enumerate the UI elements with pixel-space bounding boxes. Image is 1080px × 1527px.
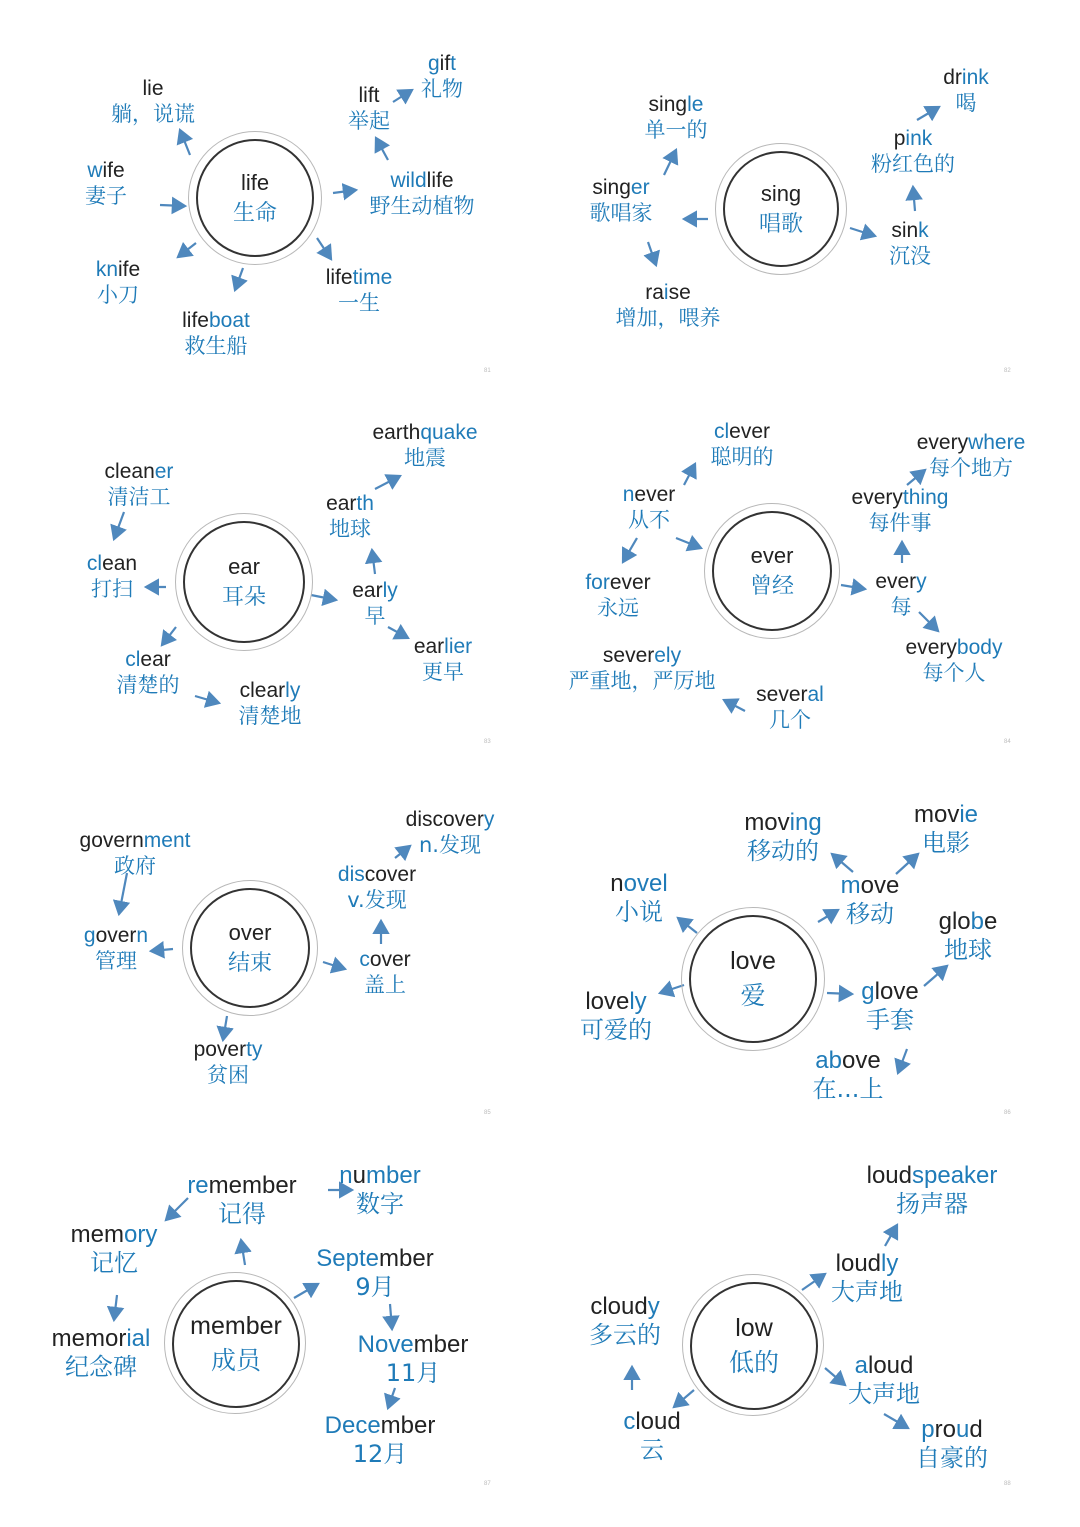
arrow	[802, 1274, 825, 1290]
arrow	[724, 700, 745, 711]
word-everybody	[906, 635, 1003, 686]
english-word: everybody	[905, 636, 1003, 659]
word-cover	[359, 947, 410, 998]
english-word: move	[840, 872, 900, 899]
english-word: discovery	[405, 808, 495, 831]
english-word: lifetime	[325, 266, 393, 289]
center-meaning: 爱	[740, 980, 766, 1010]
page-number: 87	[484, 1481, 491, 1487]
center-meaning: 结束	[227, 950, 272, 976]
arrow	[166, 1198, 188, 1220]
arrow	[388, 1388, 395, 1408]
word-december	[325, 1411, 436, 1470]
chinese-meaning: 电影	[922, 829, 970, 858]
arrow	[674, 1390, 694, 1407]
word-clean	[87, 551, 137, 602]
chinese-meaning: 更早	[422, 659, 464, 684]
word-glove	[861, 977, 918, 1036]
chinese-meaning: 数字	[356, 1190, 404, 1219]
english-word: cover	[359, 948, 411, 971]
chinese-meaning: 11月	[385, 1359, 441, 1388]
english-word: clever	[713, 420, 771, 443]
english-word: early	[352, 579, 398, 602]
chinese-meaning: 纪念碑	[65, 1353, 137, 1382]
center-meaning: 低的	[728, 1347, 779, 1377]
english-word: cloudy	[590, 1293, 660, 1320]
word-globe	[939, 907, 998, 966]
english-word: never	[622, 483, 676, 506]
chinese-meaning: 移动	[845, 900, 894, 929]
word-memory	[71, 1220, 158, 1279]
word-severely	[569, 643, 716, 694]
arrow	[924, 966, 947, 986]
english-word: lifeboat	[182, 309, 250, 332]
english-word: above	[815, 1047, 881, 1074]
arrow	[195, 696, 219, 703]
word-everything	[852, 485, 949, 536]
arrow	[850, 228, 875, 236]
word-movie	[914, 800, 978, 859]
word-knife	[96, 257, 140, 308]
chinese-meaning: 聪明的	[710, 444, 774, 469]
center-word: life	[240, 169, 270, 195]
arrow	[684, 464, 695, 485]
english-word: clearly	[239, 679, 301, 702]
english-word: gift	[427, 52, 457, 75]
chinese-meaning: 9月	[355, 1273, 395, 1302]
chinese-meaning: 清楚的	[116, 672, 180, 697]
center-node	[704, 503, 840, 639]
center-node	[182, 880, 318, 1016]
english-word: drink	[943, 66, 989, 89]
word-cleaner	[105, 459, 174, 510]
word-september	[316, 1244, 433, 1303]
chinese-meaning: 一生	[337, 290, 380, 315]
chinese-meaning: 小说	[614, 898, 663, 927]
chinese-meaning: 清洁工	[107, 484, 171, 509]
english-word: poverty	[193, 1038, 263, 1061]
chinese-meaning: 救生船	[184, 333, 248, 358]
chinese-meaning: 记忆	[90, 1249, 138, 1278]
chinese-meaning: 小刀	[97, 282, 139, 307]
english-word: clean	[86, 552, 138, 575]
word-gift	[421, 51, 463, 102]
word-several	[756, 682, 824, 733]
chinese-meaning: 盖上	[363, 972, 406, 997]
page-number: 88	[1004, 1481, 1011, 1487]
chinese-meaning: 粉红色的	[871, 151, 955, 176]
arrow	[825, 1368, 845, 1385]
english-word: remember	[187, 1172, 297, 1199]
word-aloud	[848, 1351, 920, 1410]
english-word: govern	[83, 924, 149, 947]
chinese-meaning: 举起	[348, 108, 390, 133]
page-number: 84	[1004, 739, 1011, 745]
english-word: cleaner	[104, 460, 174, 483]
chinese-meaning: 礼物	[421, 76, 463, 101]
chinese-meaning: 从不	[627, 507, 670, 532]
chinese-meaning: 在...上	[812, 1075, 884, 1104]
english-word: government	[79, 829, 191, 852]
word-novel	[610, 869, 667, 928]
chinese-meaning: 12月	[352, 1440, 408, 1469]
center-node	[715, 143, 847, 275]
english-word: globe	[938, 908, 998, 935]
english-word: number	[339, 1162, 421, 1189]
word-loudly	[831, 1249, 903, 1308]
english-word: November	[357, 1331, 469, 1358]
arrow	[178, 243, 196, 257]
english-word: earth	[326, 492, 374, 515]
word-discovery	[406, 807, 495, 858]
chinese-meaning: 永远	[597, 595, 639, 620]
center-word: member	[190, 1311, 282, 1340]
chinese-meaning: 每件事	[868, 510, 932, 535]
chinese-meaning: 严重地，严厉地	[568, 668, 716, 693]
word-above	[813, 1046, 884, 1105]
word-move	[841, 871, 900, 930]
panel-sing	[540, 0, 1080, 374]
center-meaning: 曾经	[749, 573, 794, 599]
chinese-meaning: 增加，喂养	[615, 305, 721, 330]
arrow	[160, 205, 185, 206]
word-lovely	[580, 987, 652, 1046]
arrow	[898, 1049, 907, 1073]
word-number	[339, 1161, 420, 1220]
english-word: memorial	[51, 1325, 151, 1352]
chinese-meaning: 自豪的	[916, 1444, 988, 1473]
panel-member	[0, 1113, 540, 1487]
english-word: forever	[585, 571, 651, 594]
english-word: cloud	[623, 1408, 681, 1435]
arrow	[917, 107, 939, 120]
english-word: glove	[861, 978, 919, 1005]
center-node	[681, 907, 825, 1051]
word-earth	[326, 491, 374, 542]
center-meaning: 耳朵	[221, 584, 266, 610]
center-word: love	[730, 946, 776, 975]
arrow	[885, 1225, 897, 1246]
english-word: sink	[891, 219, 929, 242]
center-word: ever	[750, 542, 794, 568]
english-word: clear	[125, 648, 171, 671]
english-word: lovely	[585, 988, 647, 1015]
word-clever	[711, 419, 774, 470]
chinese-meaning: n.发现	[418, 832, 481, 857]
english-word: loudspeaker	[866, 1162, 998, 1189]
word-moving	[744, 808, 821, 867]
chinese-meaning: 妻子	[85, 183, 127, 208]
arrow	[317, 238, 331, 259]
chinese-meaning: 歌唱家	[589, 200, 653, 225]
word-sink	[889, 218, 931, 269]
english-word: discover	[337, 863, 417, 886]
word-poverty	[194, 1037, 263, 1088]
word-memorial	[52, 1324, 151, 1383]
word-clear	[117, 647, 180, 698]
english-word: aloud	[854, 1352, 914, 1379]
panel-over	[0, 742, 540, 1116]
english-word: pink	[893, 127, 933, 150]
word-govern	[84, 923, 148, 974]
word-clearly	[239, 678, 302, 729]
arrow	[151, 949, 173, 951]
english-word: memory	[70, 1221, 158, 1248]
center-meaning: 生命	[232, 200, 277, 226]
panel-love	[540, 742, 1080, 1116]
arrow	[676, 538, 701, 548]
word-proud	[916, 1415, 988, 1474]
arrow	[623, 538, 637, 562]
chinese-meaning: 沉没	[889, 243, 931, 268]
english-word: everywhere	[916, 431, 1026, 454]
arrow	[648, 242, 656, 265]
english-word: earlier	[413, 635, 473, 658]
chinese-meaning: 记得	[218, 1200, 266, 1229]
chinese-meaning: 躺，说谎	[111, 101, 195, 126]
chinese-meaning: 地震	[404, 445, 446, 470]
page-number: 85	[484, 1110, 491, 1116]
english-word: singer	[592, 176, 650, 199]
panel-ever	[540, 371, 1080, 745]
arrow	[235, 268, 243, 290]
chinese-meaning: 移动的	[747, 837, 819, 866]
english-word: September	[316, 1245, 434, 1272]
arrow	[241, 1240, 245, 1265]
chinese-meaning: 地球	[944, 936, 992, 965]
word-cloud	[623, 1407, 680, 1466]
page-number: 82	[1004, 368, 1011, 374]
center-word: sing	[760, 180, 802, 206]
arrow	[333, 190, 356, 193]
english-word: raise	[645, 281, 691, 304]
chinese-meaning: 大声地	[831, 1278, 903, 1307]
chinese-meaning: 管理	[94, 948, 137, 973]
chinese-meaning: 可爱的	[580, 1016, 652, 1045]
chinese-meaning: 大声地	[848, 1380, 920, 1409]
english-word: moving	[744, 809, 822, 836]
chinese-meaning: 早	[364, 603, 386, 628]
word-forever	[585, 570, 650, 621]
word-raise	[616, 280, 721, 331]
chinese-meaning: 几个	[769, 707, 811, 732]
english-word: everything	[851, 486, 949, 509]
center-node	[188, 131, 322, 265]
arrow	[323, 962, 345, 969]
chinese-meaning: 地球	[329, 516, 371, 541]
center-word: over	[228, 919, 272, 945]
word-earthquake	[372, 420, 477, 471]
english-word: single	[648, 93, 704, 116]
chinese-meaning: 野生动植物	[369, 193, 475, 218]
word-pink	[871, 126, 955, 177]
word-early	[352, 578, 398, 629]
word-every	[875, 569, 926, 620]
english-word: movie	[913, 801, 979, 828]
arrow	[818, 910, 838, 922]
word-cloudy	[589, 1292, 661, 1351]
arrow	[678, 918, 697, 933]
chinese-meaning: 单一的	[644, 117, 708, 142]
arrow	[114, 1295, 117, 1320]
arrow	[376, 138, 388, 160]
english-word: several	[756, 683, 824, 706]
panel-low	[540, 1113, 1080, 1487]
arrow	[162, 627, 176, 645]
english-word: loudly	[835, 1250, 899, 1277]
english-word: severely	[602, 644, 682, 667]
chinese-meaning: 每个人	[922, 660, 986, 685]
word-lift	[348, 83, 390, 134]
chinese-meaning: 打扫	[91, 576, 133, 601]
arrow	[664, 150, 676, 175]
center-node	[682, 1274, 824, 1416]
english-word: wildlife	[390, 169, 454, 192]
english-word: lie	[142, 77, 164, 100]
page-number: 83	[484, 739, 491, 745]
arrow	[832, 854, 853, 872]
word-lie	[111, 76, 195, 127]
english-word: knife	[95, 258, 141, 281]
chinese-meaning: 每	[890, 594, 912, 619]
page-number: 86	[1004, 1110, 1011, 1116]
center-node	[164, 1272, 306, 1414]
chinese-meaning: 多云的	[589, 1321, 661, 1350]
chinese-meaning: 云	[640, 1436, 664, 1465]
chinese-meaning: 贫困	[207, 1062, 249, 1087]
chinese-meaning: 喝	[955, 90, 977, 115]
english-word: wife	[87, 159, 125, 182]
word-loudspeaker	[867, 1161, 998, 1220]
word-lifetime	[326, 265, 393, 316]
page-number: 81	[484, 368, 491, 374]
arrow	[114, 512, 124, 539]
english-word: lift	[358, 84, 380, 107]
word-lifeboat	[182, 308, 250, 359]
word-never	[623, 482, 676, 533]
arrow	[294, 1284, 318, 1298]
chinese-meaning: 扬声器	[895, 1190, 968, 1219]
word-earlier	[414, 634, 472, 685]
chinese-meaning: 手套	[865, 1006, 914, 1035]
chinese-meaning: 每个地方	[929, 455, 1013, 480]
arrow	[180, 130, 190, 155]
word-everywhere	[917, 430, 1026, 481]
word-wife	[85, 158, 127, 209]
panel-life	[0, 0, 540, 374]
center-meaning: 成员	[210, 1345, 261, 1375]
chinese-meaning: v.发现	[347, 887, 407, 912]
arrow	[841, 585, 865, 589]
word-single	[645, 92, 708, 143]
center-meaning: 唱歌	[758, 211, 803, 237]
word-singer	[590, 175, 653, 226]
word-november	[358, 1330, 469, 1389]
word-discover	[338, 862, 416, 913]
word-government	[80, 828, 191, 879]
arrow	[390, 1304, 392, 1329]
arrow	[913, 187, 915, 211]
word-drink	[943, 65, 989, 116]
center-word: ear	[228, 553, 260, 579]
panel-ear	[0, 371, 540, 745]
arrow	[827, 993, 852, 994]
english-word: December	[324, 1412, 436, 1439]
english-word: every	[875, 570, 927, 593]
arrow	[311, 595, 336, 600]
word-wildlife	[370, 168, 475, 219]
english-word: earthquake	[372, 421, 478, 444]
arrow	[393, 90, 412, 102]
arrow	[884, 1414, 908, 1428]
center-node	[175, 513, 313, 651]
chinese-meaning: 清楚地	[238, 703, 302, 728]
english-word: novel	[610, 870, 668, 897]
english-word: proud	[921, 1416, 983, 1443]
center-word: low	[735, 1313, 773, 1342]
arrow	[375, 476, 400, 489]
chinese-meaning: 政府	[114, 853, 156, 878]
word-remember	[187, 1171, 296, 1230]
arrow	[372, 550, 375, 574]
